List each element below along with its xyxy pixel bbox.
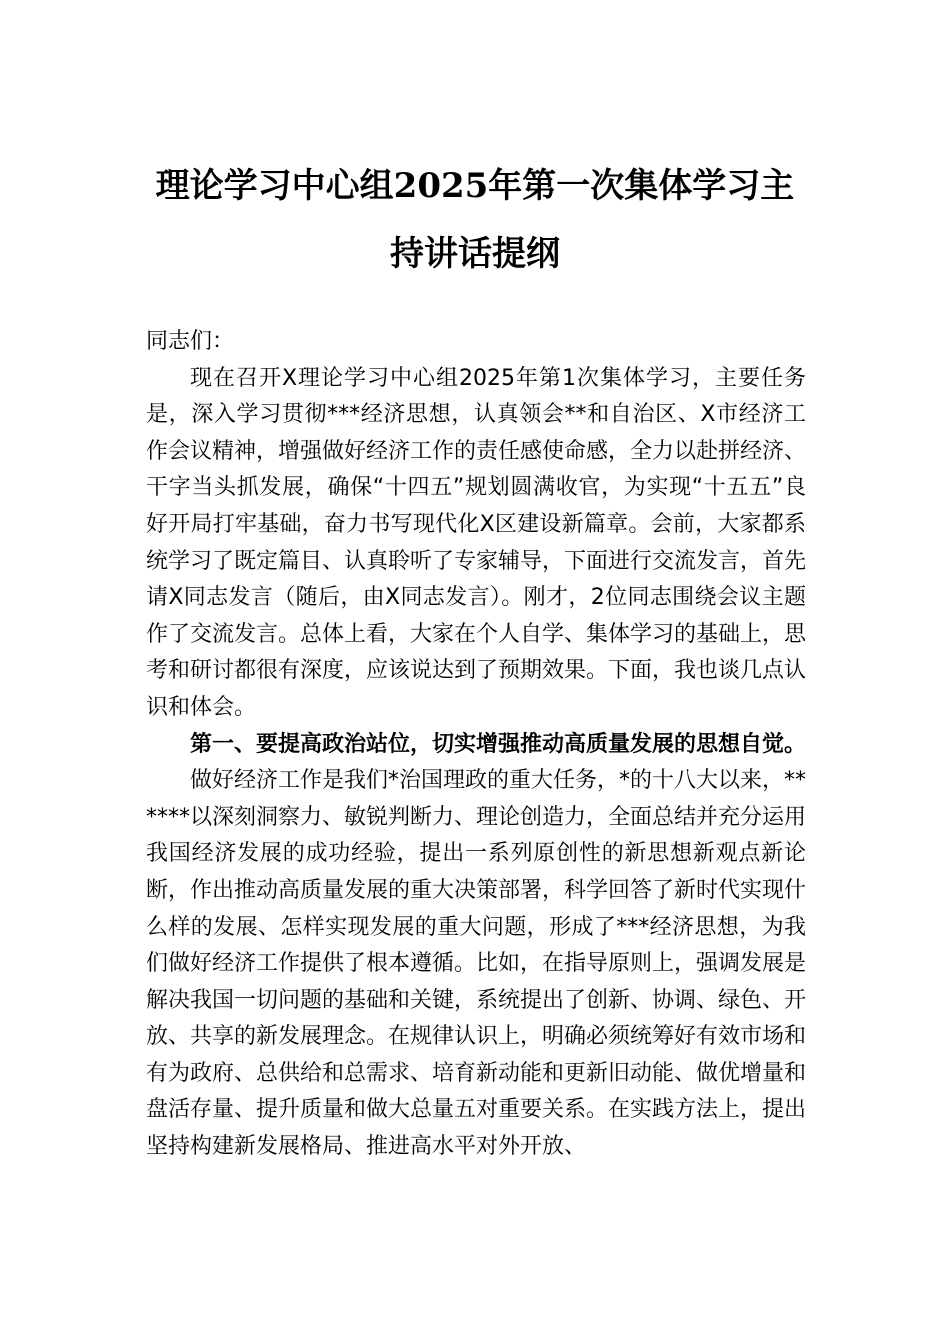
section-1-paragraph: 做好经济工作是我们*治国理政的重大任务，*的十八大以来，******以深刻洞察力、敏锐判断力、理论创造力，全面总结并充分运用我国经济发展的成功经验，提出一系列原创性的新思想新观点新论断，作出推动高质量发展的重大决策部署，科学回答了新时代实现什么样的发展、怎样实现发展的重大问题，形成了***经济思想，为我们做好经济工作提供了根本遵循。比如，在指导原则上，强调发展是解决我国一切问题的基础和关键，系统提出了创新、协调、绿色、开放、共享的新发展理念。在规律认识上，明确必须统筹好有效市场和有为政府、总供给和总需求、培育新动能和更新旧动能、做优增量和盘活存量、提升质量和做大总量五对重要关系。在实践方法上，提出坚持构建新发展格局、推进高水平对外开放、	[146, 768, 807, 1160]
opening-paragraph: 现在召开X理论学习中心组2025年第1次集体学习，主要任务是，深入学习贯彻***经济思想，认真领会**和自治区、X市经济工作会议精神，增强做好经济工作的责任感使命感，全力以赴拼经济、干字当头抓发展，确保“十四五”规划圆满收官，为实现“十五五”良好开局打牢基础，奋力书写现代化X区建设新篇章。会前，大家都系统学习了既定篇目、认真聆听了专家辅导，下面进行交流发言，首先请X同志发言（随后，由X同志发言）。刚才，2位同志围绕会议主题作了交流发言。总体上看，大家在个人自学、集体学习的基础上，思考和研讨都很有深度，应该说达到了预期效果。下面，我也谈几点认识和体会。	[146, 365, 807, 720]
document-title-line-2: 持讲话提纲	[390, 234, 560, 274]
salutation: 同志们：	[146, 329, 235, 354]
document-body	[146, 324, 806, 1166]
document-title-line-1: 理论学习中心组2025年第一次集体学习主	[155, 166, 795, 206]
section-heading-1: 第一、要提高政治站位，切实增强推动高质量发展的思想自觉。	[190, 731, 807, 757]
